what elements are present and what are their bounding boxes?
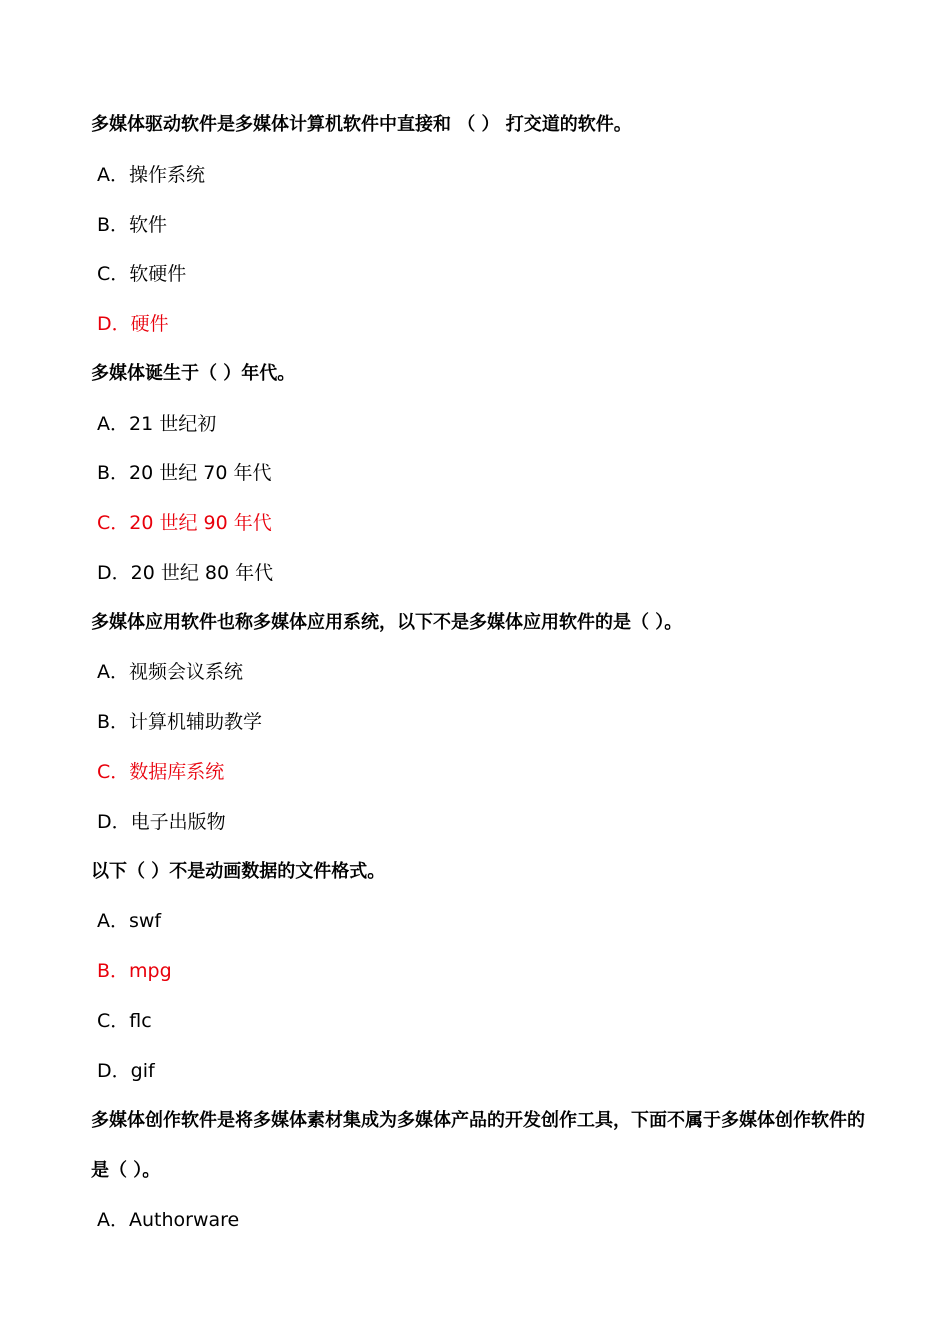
question-5-option-a: A．Authorware (97, 1209, 240, 1231)
question-3-option-c-correct: C．数据库系统 (97, 761, 225, 783)
question-1-option-b: B．软件 (97, 214, 168, 236)
question-4: 以下（ ）不是动画数据的文件格式。 (91, 861, 386, 882)
question-4-option-b-correct: B．mpg (97, 960, 172, 982)
question-2-option-d: D．20 世纪 80 年代 (97, 562, 274, 584)
question-1-option-d-correct: D．硬件 (97, 313, 169, 335)
question-2: 多媒体诞生于（ ）年代。 (91, 363, 296, 384)
question-3-option-a: A．视频会议系统 (97, 661, 243, 683)
question-1-option-a: A．操作系统 (97, 164, 205, 186)
question-4-option-a: A．swf (97, 910, 162, 932)
question-2-option-b: B．20 世纪 70 年代 (97, 462, 272, 484)
question-3-option-d: D．电子出版物 (97, 811, 226, 833)
question-3: 多媒体应用软件也称多媒体应用系统，以下不是多媒体应用软件的是（ ）。 (91, 612, 683, 633)
question-4-option-d: D．gif (97, 1060, 155, 1082)
question-1-option-c: C．软硬件 (97, 263, 187, 285)
question-1: 多媒体驱动软件是多媒体计算机软件中直接和 （ ） 打交道的软件。 (91, 114, 632, 135)
question-3-option-b: B．计算机辅助教学 (97, 711, 263, 733)
question-2-option-c-correct: C．20 世纪 90 年代 (97, 512, 272, 534)
question-5: 多媒体创作软件是将多媒体素材集成为多媒体产品的开发创作工具，下面不属于多媒体创作软件的是（ ）。 (91, 1110, 865, 1181)
question-4-option-c: C．flc (97, 1010, 152, 1032)
question-2-option-a: A．21 世纪初 (97, 413, 217, 435)
